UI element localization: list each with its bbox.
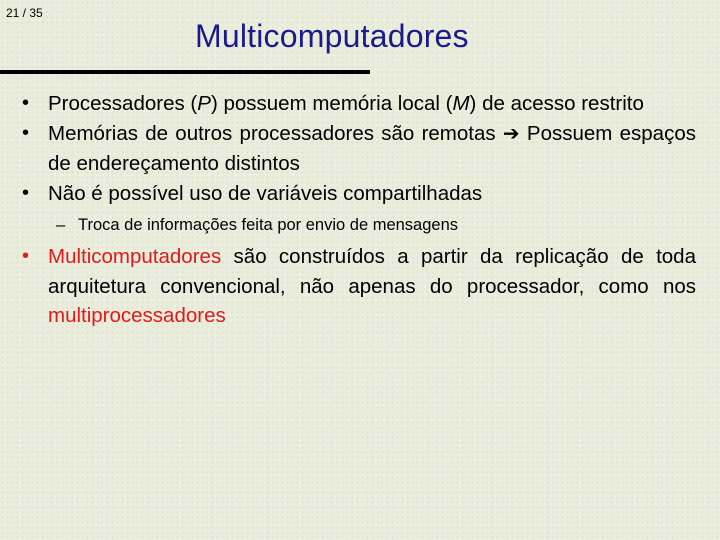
bullet-1-em-m: M bbox=[452, 92, 470, 115]
title-rule bbox=[0, 70, 370, 74]
bullet-marker: • bbox=[22, 245, 30, 267]
bullet-1-text-a: Processadores ( bbox=[48, 92, 198, 115]
bullet-3-text: Não é possível uso de variáveis compartilhadas bbox=[48, 181, 483, 205]
sub-bullet-1-text: Troca de informações feita por envio de mensagens bbox=[78, 216, 459, 234]
bullet-1-em-p: P bbox=[197, 92, 211, 115]
bullet-2-text-2: Possuem espaços de endereçamento distintos bbox=[48, 121, 696, 175]
page-counter: 21 / 35 bbox=[6, 6, 43, 20]
bullet-marker: • bbox=[22, 181, 30, 204]
bullet-3 bbox=[20, 179, 696, 209]
sub-bullet-1 bbox=[20, 214, 696, 236]
bullet-marker: • bbox=[22, 121, 30, 144]
slide-content bbox=[20, 89, 696, 331]
bullet-4-highlight-1: Multicomputadores bbox=[48, 245, 222, 268]
slide-title: Multicomputadores bbox=[195, 18, 469, 54]
arrow-right-icon: ➔ bbox=[502, 122, 520, 145]
bullet-1 bbox=[20, 89, 696, 119]
sub-bullet-marker: – bbox=[56, 216, 66, 234]
bullet-4-highlight-2: multiprocessadores bbox=[48, 304, 226, 327]
bullet-2-text: Memórias de outros processadores são remotas bbox=[48, 121, 496, 145]
bullet-1-text-b: ) possuem memória local ( bbox=[210, 92, 453, 115]
bullet-4 bbox=[20, 242, 696, 331]
bullet-1-text-c: ) de acesso restrito bbox=[469, 92, 644, 115]
bullet-4-text: são construídos a partir da replicação de toda arquitetura convencional, não apenas do processador, como nos bbox=[48, 245, 696, 298]
bullet-marker: • bbox=[22, 92, 30, 114]
bullet-2 bbox=[20, 119, 696, 179]
